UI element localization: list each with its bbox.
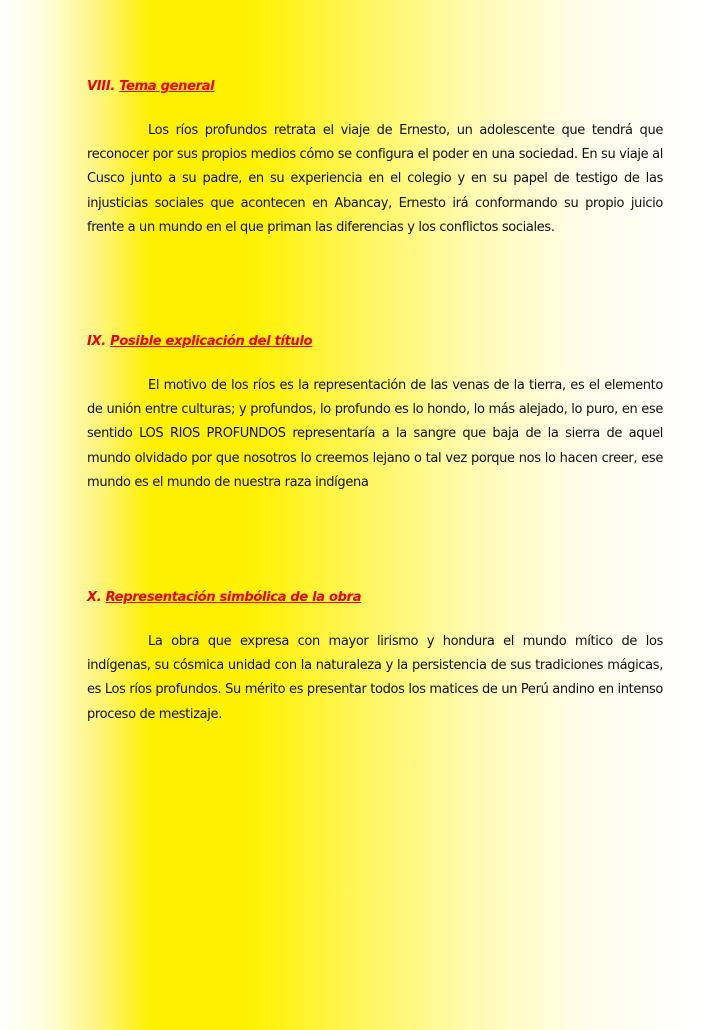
section-number: X. <box>87 590 102 605</box>
section-heading <box>87 587 663 609</box>
section-representacion-simbolica <box>87 587 663 727</box>
section-tema-general <box>87 76 663 240</box>
section-body: La obra que expresa con mayor lirismo y hondura el mundo mítico de los indígenas, su cósmica unidad con la naturaleza y la persistencia de sus tradiciones mágicas, es Los ríos profundos. Su mérito es presentar todos los matices de un Perú andino en intenso proceso de mestizaje. <box>87 634 663 722</box>
section-explicacion-titulo <box>87 331 663 495</box>
section-heading <box>87 331 663 353</box>
section-title: Posible explicación del título <box>110 334 313 349</box>
section-heading <box>87 76 663 98</box>
section-body: El motivo de los ríos es la representación de las venas de la tierra, es el elemento de unión entre culturas; y profundos, lo profundo es lo hondo, lo más alejado, lo puro, en ese sentido LOS RIOS PROFUNDOS representaría a la sangre que baja de la sierra de aquel mundo olvidado por que nosotros lo creemos lejano o tal vez porque nos lo hacen creer, ese mundo es el mundo de nuestra raza indígena <box>87 378 663 490</box>
section-body: Los ríos profundos retrata el viaje de Ernesto, un adolescente que tendrá que reconocer por sus propios medios cómo se configura el poder en una sociedad. En su viaje al Cusco junto a su padre, en su experiencia en el colegio y en su papel de testigo de las injusticias sociales que acontecen en Abancay, Ernesto irá conformando su propio juicio frente a un mundo en el que priman las diferencias y los conflictos sociales. <box>87 123 663 235</box>
section-title: Tema general <box>119 79 215 94</box>
section-number: IX. <box>87 334 106 349</box>
section-title: Representación simbólica de la obra <box>105 590 362 605</box>
section-number: VIII. <box>87 79 116 94</box>
